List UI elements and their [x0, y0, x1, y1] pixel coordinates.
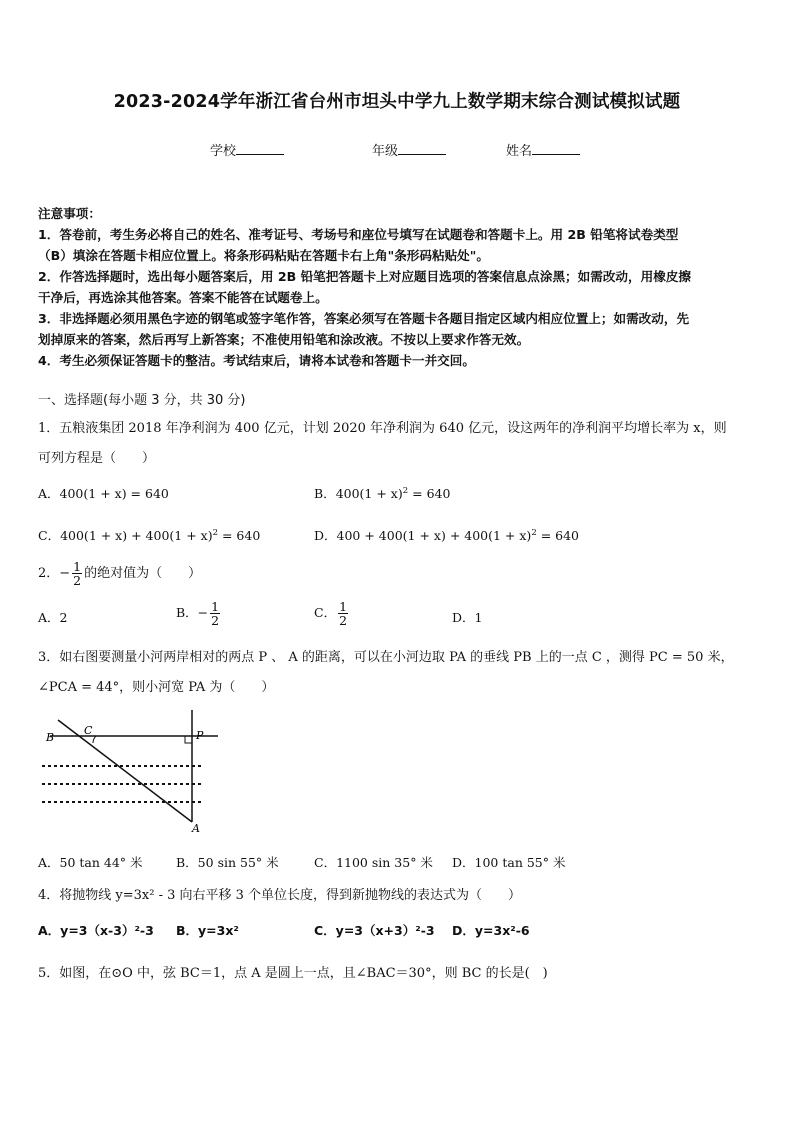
q2-fraction: $\frac{1}{2}$: [73, 559, 82, 588]
school-field[interactable]: [210, 140, 284, 159]
q1-option-c[interactable]: C．$400(1 + x) + 400(1 + x)^2 = 640$: [38, 527, 261, 543]
exam-title: 2023-2024学年浙江省台州市坦头中学九上数学期末综合测试模拟试题: [113, 92, 681, 112]
grade-field[interactable]: [372, 140, 446, 159]
q4-option-d[interactable]: D．y=3x²-6: [452, 923, 530, 938]
q3-option-a[interactable]: A．50 tan 44° 米: [38, 855, 143, 870]
note-2b: 干净后，再选涂其他答案。答案不能答在试题卷上。: [38, 290, 328, 305]
q4-option-b[interactable]: B．y=3x²: [176, 923, 239, 938]
note-3a: 3．非选择题必须用黑色字迹的钢笔或签字笔作答，答案必须写在答题卡各题目指定区域内相应位置上；如需改动，先: [38, 311, 690, 326]
q4-stem: 4．将抛物线 y=3x² - 3 向右平移 3 个单位长度，得到新抛物线的表达式为（ ）: [38, 888, 522, 903]
q4-option-c[interactable]: C．y=3（x+3）²-3: [314, 923, 435, 938]
q3-option-b[interactable]: B．50 sin 55° 米: [176, 855, 279, 870]
school-label: 学校: [210, 144, 237, 159]
q1-option-d[interactable]: D．$400 + 400(1 + x) + 400(1 + x)^2 = 640$: [314, 527, 580, 543]
notes-heading: 注意事项：: [38, 206, 101, 221]
q2-option-c[interactable]: C． $\frac{1}{2}$: [314, 599, 348, 628]
fig-label-b: B: [46, 731, 55, 744]
q4-option-a[interactable]: A．y=3（x-3）²-3: [38, 923, 154, 938]
q3-option-d[interactable]: D．100 tan 55° 米: [452, 855, 566, 870]
q1-option-b[interactable]: B．$400(1 + x)^2 = 640$: [314, 485, 451, 501]
q5-stem: 5．如图，在⊙O 中，弦 BC＝1，点 A 是圆上一点，且∠BAC＝30°，则 BC 的长是( ): [38, 966, 548, 981]
q3-line2: ∠PCA = 44°，则小河宽 PA 为（ ）: [38, 680, 275, 695]
river-diagram: [42, 706, 242, 836]
fig-label-c: C: [84, 724, 93, 737]
q1-option-a[interactable]: A．400(1 + x) = 640: [38, 486, 169, 501]
note-1a: 1．答卷前，考生务必将自己的姓名、准考证号、考场号和座位号填写在试题卷和答题卡上。用 2B 铅笔将试卷类型: [38, 227, 679, 242]
q2-option-d[interactable]: D．1: [452, 610, 483, 625]
fig-label-a: A: [192, 822, 200, 835]
note-1b: （B）填涂在答题卡相应位置上。将条形码粘贴在答题卡右上角"条形码粘贴处"。: [38, 248, 489, 263]
note-2a: 2．作答选择题时，选出每小题答案后，用 2B 铅笔把答题卡上对应题目选项的答案信息点涂黑；如需改动，用橡皮擦: [38, 269, 691, 284]
q3-line1: 3．如右图要测量小河两岸相对的两点 P 、 A 的距离，可以在小河边取 PA 的垂线 PB 上的一点 C ，测得 PC = 50 米，: [38, 650, 734, 665]
fig-label-p: P: [196, 729, 204, 742]
name-label: 姓名: [506, 144, 533, 159]
q3-option-c[interactable]: C．1100 sin 35° 米: [314, 855, 433, 870]
q1-line1: 1．五粮液集团 2018 年净利润为 400 亿元，计划 2020 年净利润为 640 亿元，设这两年的净利润平均增长率为 x，则: [38, 421, 727, 436]
name-field[interactable]: [506, 140, 580, 159]
q2-stem: 2．− $\frac{1}{2}$ 的绝对值为（ ）: [38, 559, 202, 588]
section-heading: 一、选择题(每小题 3 分，共 30 分): [38, 393, 246, 408]
q1-line2: 可列方程是（ ）: [38, 451, 156, 466]
note-3b: 划掉原来的答案，然后再写上新答案；不准使用铅笔和涂改液。不按以上要求作答无效。: [38, 332, 530, 347]
q2-option-b[interactable]: B．− $\frac{1}{2}$: [176, 599, 220, 628]
note-4: 4．考生必须保证答题卡的整洁。考试结束后，请将本试卷和答题卡一并交回。: [38, 353, 475, 368]
grade-label: 年级: [372, 144, 399, 159]
q2-option-a[interactable]: A．2: [38, 610, 68, 625]
